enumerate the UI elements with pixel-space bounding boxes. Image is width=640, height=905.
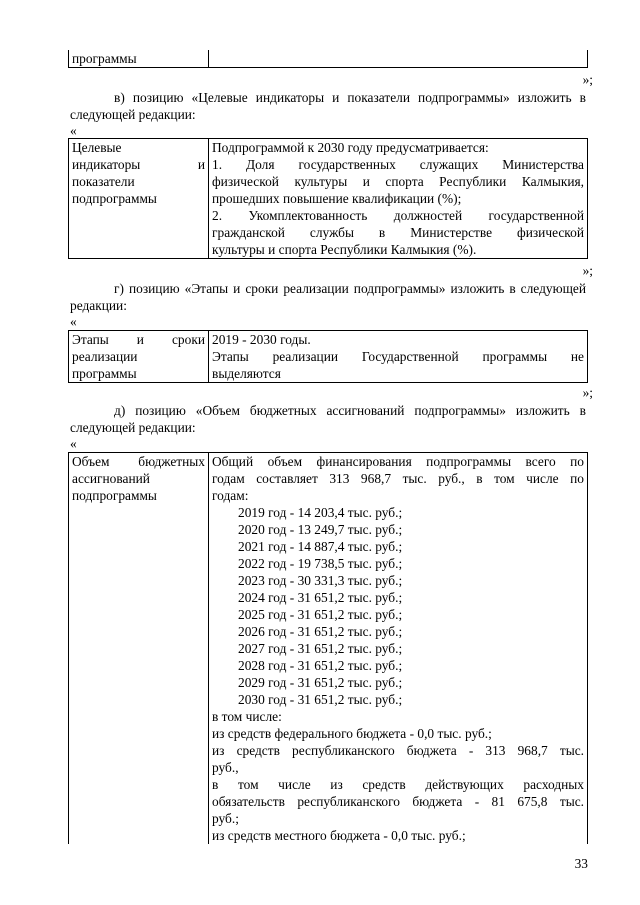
content-line: прошедших повышение квалификации (%); — [212, 191, 462, 206]
section-v-intro: в) позицию «Целевые индикаторы и показатели подпрограммы» изложить в следующей редакции: — [70, 90, 586, 122]
content-line: в том числе: — [212, 709, 282, 724]
content-line: физической культуры и спорта Республики Калмыкия, — [212, 174, 584, 189]
top-table-value — [209, 50, 588, 68]
section-g-table — [68, 330, 588, 383]
year-line: 2026 год - 31 651,2 тыс. руб.; — [238, 624, 403, 639]
content-line: Этапы реализации Государственной программы не — [212, 349, 584, 364]
label-line: ассигнований — [72, 471, 150, 486]
content-line: руб.; — [212, 811, 239, 826]
content-line: 2019 - 2030 годы. — [212, 332, 311, 347]
content-line: годам: — [212, 488, 249, 503]
year-line: 2019 год - 14 203,4 тыс. руб.; — [238, 505, 403, 520]
content-line: из средств республиканского бюджета - 313 968,7 тыс. — [212, 743, 584, 758]
label-line: подпрограммы — [72, 191, 157, 206]
label-line: показатели — [72, 174, 135, 189]
content-line: 2. Укомплектованность должностей государственной — [212, 208, 584, 223]
top-table-label: программы — [69, 50, 209, 68]
content-line: из средств федерального бюджета - 0,0 тыс. руб.; — [212, 726, 492, 741]
year-line: 2021 год - 14 887,4 тыс. руб.; — [238, 539, 403, 554]
year-line: 2028 год - 31 651,2 тыс. руб.; — [238, 658, 403, 673]
year-line: 2023 год - 30 331,3 тыс. руб.; — [238, 573, 403, 588]
content-line: в том числе из средств действующих расходных — [212, 777, 584, 792]
section-d-intro: д) позицию «Объем бюджетных ассигнований подпрограммы» изложить в следующей редакции: — [70, 403, 586, 435]
section-v-table — [68, 138, 588, 259]
section-d-content-cell — [209, 453, 588, 845]
label-line: программы — [72, 366, 137, 381]
section-d-table — [68, 452, 588, 844]
section-g-intro: г) позицию «Этапы и сроки реализации подпрограммы» изложить в следующей редакции: — [70, 281, 586, 313]
content-line: культуры и спорта Республики Калмыкия (%). — [212, 242, 477, 257]
label-line: индикаторы и — [72, 157, 205, 172]
open-quote-g: « — [70, 314, 77, 329]
year-line: 2029 год - 31 651,2 тыс. руб.; — [238, 675, 403, 690]
label-line: Этапы и сроки — [72, 332, 205, 347]
close-quote-1: »; — [582, 72, 593, 87]
label-line: Объем бюджетных — [72, 454, 205, 469]
year-line: 2020 год - 13 249,7 тыс. руб.; — [238, 522, 403, 537]
content-line: руб., — [212, 760, 239, 775]
content-line: обязательств республиканского бюджета - 81 675,8 тыс. — [212, 794, 584, 809]
label-line: Целевые — [72, 140, 122, 155]
open-quote-v: « — [70, 123, 77, 138]
close-quote-3: »; — [582, 385, 593, 400]
year-line: 2024 год - 31 651,2 тыс. руб.; — [238, 590, 403, 605]
year-line: 2025 год - 31 651,2 тыс. руб.; — [238, 607, 403, 622]
top-table — [68, 50, 588, 68]
section-g-label-cell — [69, 331, 209, 383]
content-line: 1. Доля государственных служащих Министерства — [212, 157, 584, 172]
section-v-content-cell — [209, 139, 588, 259]
label-line: реализации — [72, 349, 138, 364]
section-g-content-cell — [209, 331, 588, 383]
content-line: Подпрограммой к 2030 году предусматривается: — [212, 140, 489, 155]
content-line: годам составляет 313 968,7 тыс. руб., в том числе по — [212, 471, 584, 486]
page-number: 33 — [574, 856, 588, 871]
year-line: 2022 год - 19 738,5 тыс. руб.; — [238, 556, 403, 571]
year-line: 2027 год - 31 651,2 тыс. руб.; — [238, 641, 403, 656]
content-line: Общий объем финансирования подпрограммы всего по — [212, 454, 584, 469]
content-line: гражданской службы в Министерстве физической — [212, 225, 584, 240]
section-d-label-cell — [69, 453, 209, 845]
content-line: выделяются — [212, 366, 281, 381]
content-line: из средств местного бюджета - 0,0 тыс. руб.; — [212, 828, 466, 843]
year-line: 2030 год - 31 651,2 тыс. руб.; — [238, 692, 403, 707]
label-line: подпрограммы — [72, 488, 157, 503]
open-quote-d: « — [70, 436, 77, 451]
section-v-label-cell — [69, 139, 209, 259]
close-quote-2: »; — [582, 263, 593, 278]
